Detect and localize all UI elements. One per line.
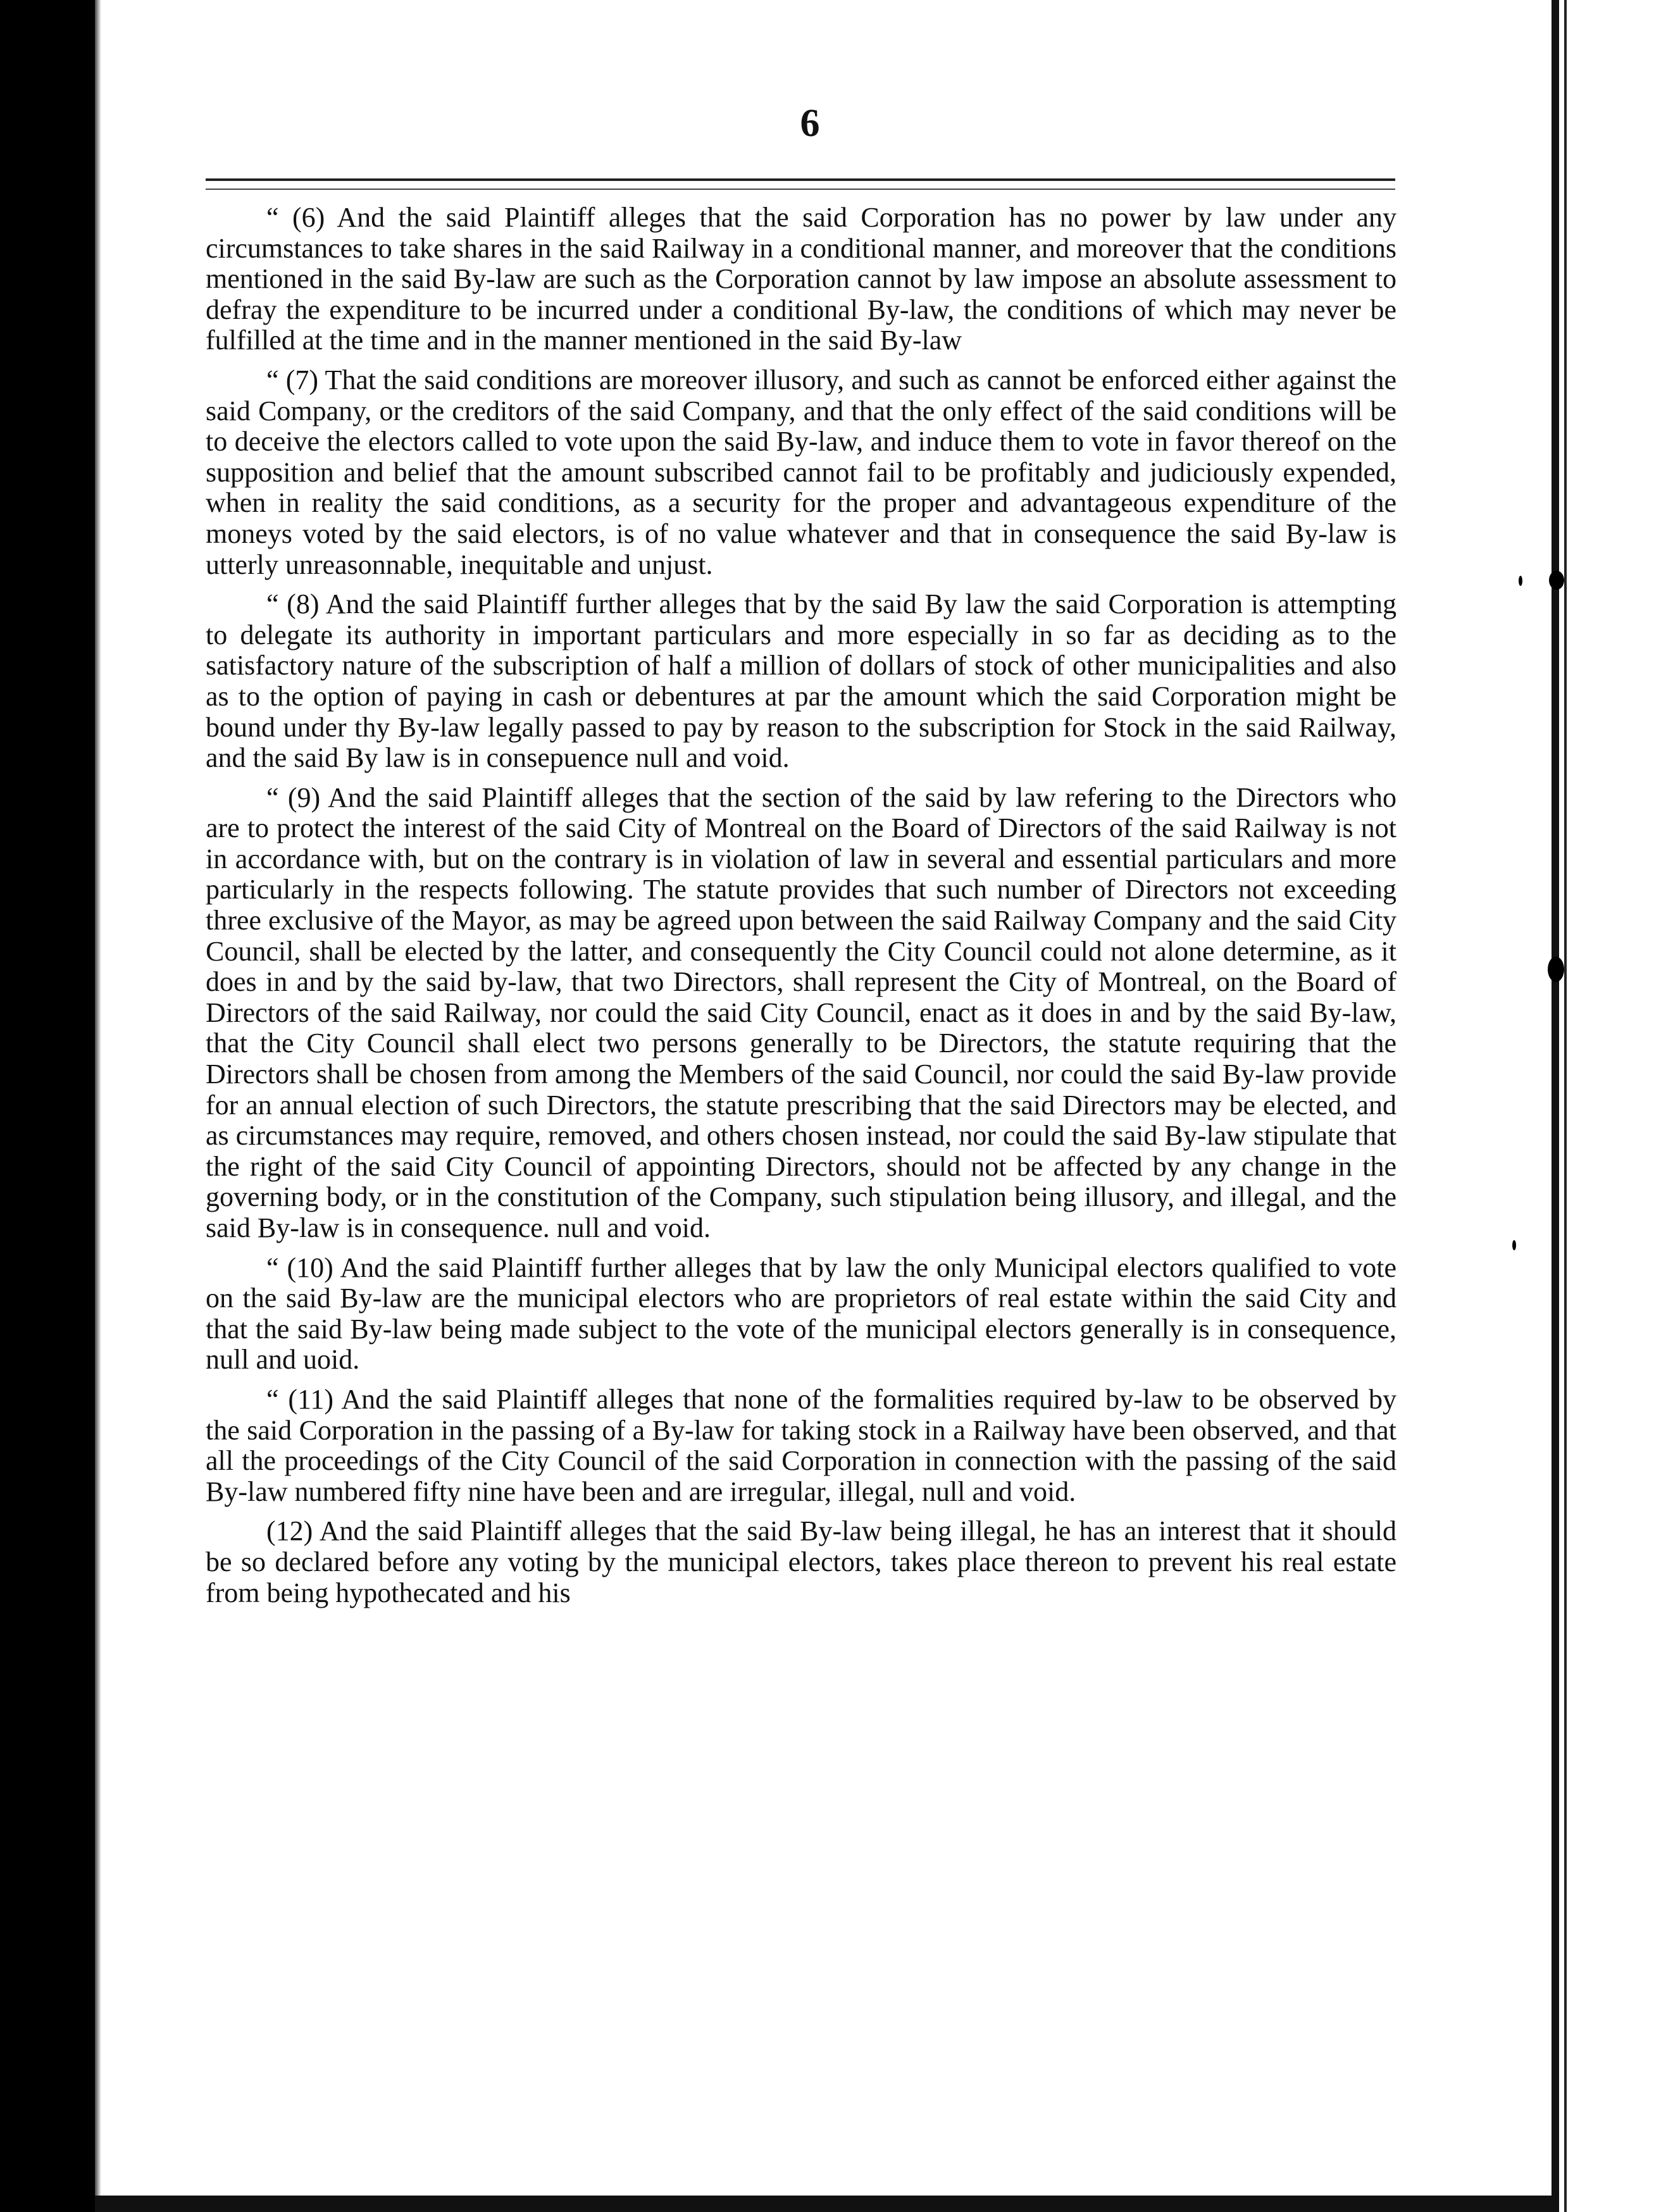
left-page-shadow (95, 0, 101, 2212)
binding-hole-mark (1548, 957, 1564, 982)
header-rule (206, 178, 1395, 181)
paragraph-6: “ (6) And the said Plaintiff alleges that the said Corporation has no power by law under any circumstances to take shares in the said Railway in a conditional manner, and moreover that the conditions mentioned in the said By-law are such as the Corporation cannot by law impose an absolute assessment to defray the expenditure to be incurred under a conditional By-law, the conditions of which may never be fulfilled at the time and in the manner mentioned in the said By-law (206, 202, 1396, 356)
binding-hole-mark (1519, 576, 1522, 586)
bottom-scan-border (95, 2196, 1552, 2212)
header-rule-thin (206, 189, 1395, 190)
paragraph-8: “ (8) And the said Plaintiff further alleges that by the said By law the said Corporation is attempting to delegate its authority in important particulars and more especially in so far as deciding as to the satisfactory nature of the subscription of half a million of dollars of stock of other municipalities and also as to the option of paying in cash or debentures at par the amount which the said Corporation might be bound under thy By-law legally passed to pay by reason to the subscription for Stock in the said Railway, and the said By law is in consepuence null and void. (206, 588, 1396, 774)
paragraph-9: “ (9) And the said Plaintiff alleges that the section of the said by law refering to the Directors who are to protect the interest of the said City of Montreal on the Board of Directors of the said Railway is not in accordance with, but on the contrary is in violation of law in several and essential particulars and more particularly in the respects following. The statute provides that such number of Directors not exceeding three exclusive of the Mayor, as may be agreed upon between the said Railway Company and the said City Council, shall be elected by the latter, and consequently the City Council could not alone determine, as it does in and by the said by-law, that two Directors, shall represent the City of Montreal, on the Board of Directors of the said Railway, nor could the said City Council, enact as it does in and by the said By-law, that the City Council shall elect two persons generally to be Directors, the statute requiring that the Directors shall be chosen from among the Members of the said Council, nor could the said By-law provide for an annual election of such Directors, the statute prescribing that the said Directors may be elected, and as circumstances may require, removed, and others chosen instead, nor could the said By-law stipulate that the right of the said City Council of appointing Directors, should not be affected by any change in the governing body, or in the constitution of the Company, such stipulation being illusory, and illegal, and the said By-law is in consequence. null and void. (206, 781, 1396, 1243)
paragraph-7: “ (7) That the said conditions are moreover illusory, and such as cannot be enforced either against the said Company, or the creditors of the said Company, and that the only effect of the said conditions will be to deceive the electors called to vote upon the said By-law, and induce them to vote in favor thereof on the supposition and belief that the amount subscribed cannot fail to be profitably and judiciously expended, when in reality the said conditions, as a security for the proper and advantageous expenditure of the moneys voted by the said electors, is of no value whatever and that in consequence the said By-law is utterly unreasonnable, inequitable and unjust. (206, 364, 1396, 580)
left-scan-border (0, 0, 95, 2212)
right-binding-edge (1552, 0, 1559, 2212)
facing-page-edge (1562, 0, 1673, 2212)
page-number: 6 (800, 102, 820, 145)
binding-hole-mark (1549, 571, 1564, 590)
body-text (206, 202, 1396, 2196)
paragraph-10: “ (10) And the said Plaintiff further alleges that by law the only Municipal electors qualified to vote on the said By-law are the municipal electors who are proprietors of real estate within the said City and that the said By-law being made subject to the vote of the municipal electors generally is in consequence, null and uoid. (206, 1252, 1396, 1376)
facing-page-border (1564, 0, 1567, 2212)
paragraph-12: (12) And the said Plaintiff alleges that the said By-law being illegal, he has an interest that it should be so declared before any voting by the municipal electors, takes place thereon to prevent his real estate from being hypothecated and his (206, 1515, 1396, 1608)
paragraph-11: “ (11) And the said Plaintiff alleges that none of the formalities required by-law to be observed by the said Corporation in the passing of a By-law for taking stock in a Railway have been observed, and that all the proceedings of the City Council of the said Corporation in connection with the passing of the said By-law numbered fifty nine have been and are irregular, illegal, null and void. (206, 1383, 1396, 1507)
binding-hole-mark (1512, 1240, 1516, 1250)
